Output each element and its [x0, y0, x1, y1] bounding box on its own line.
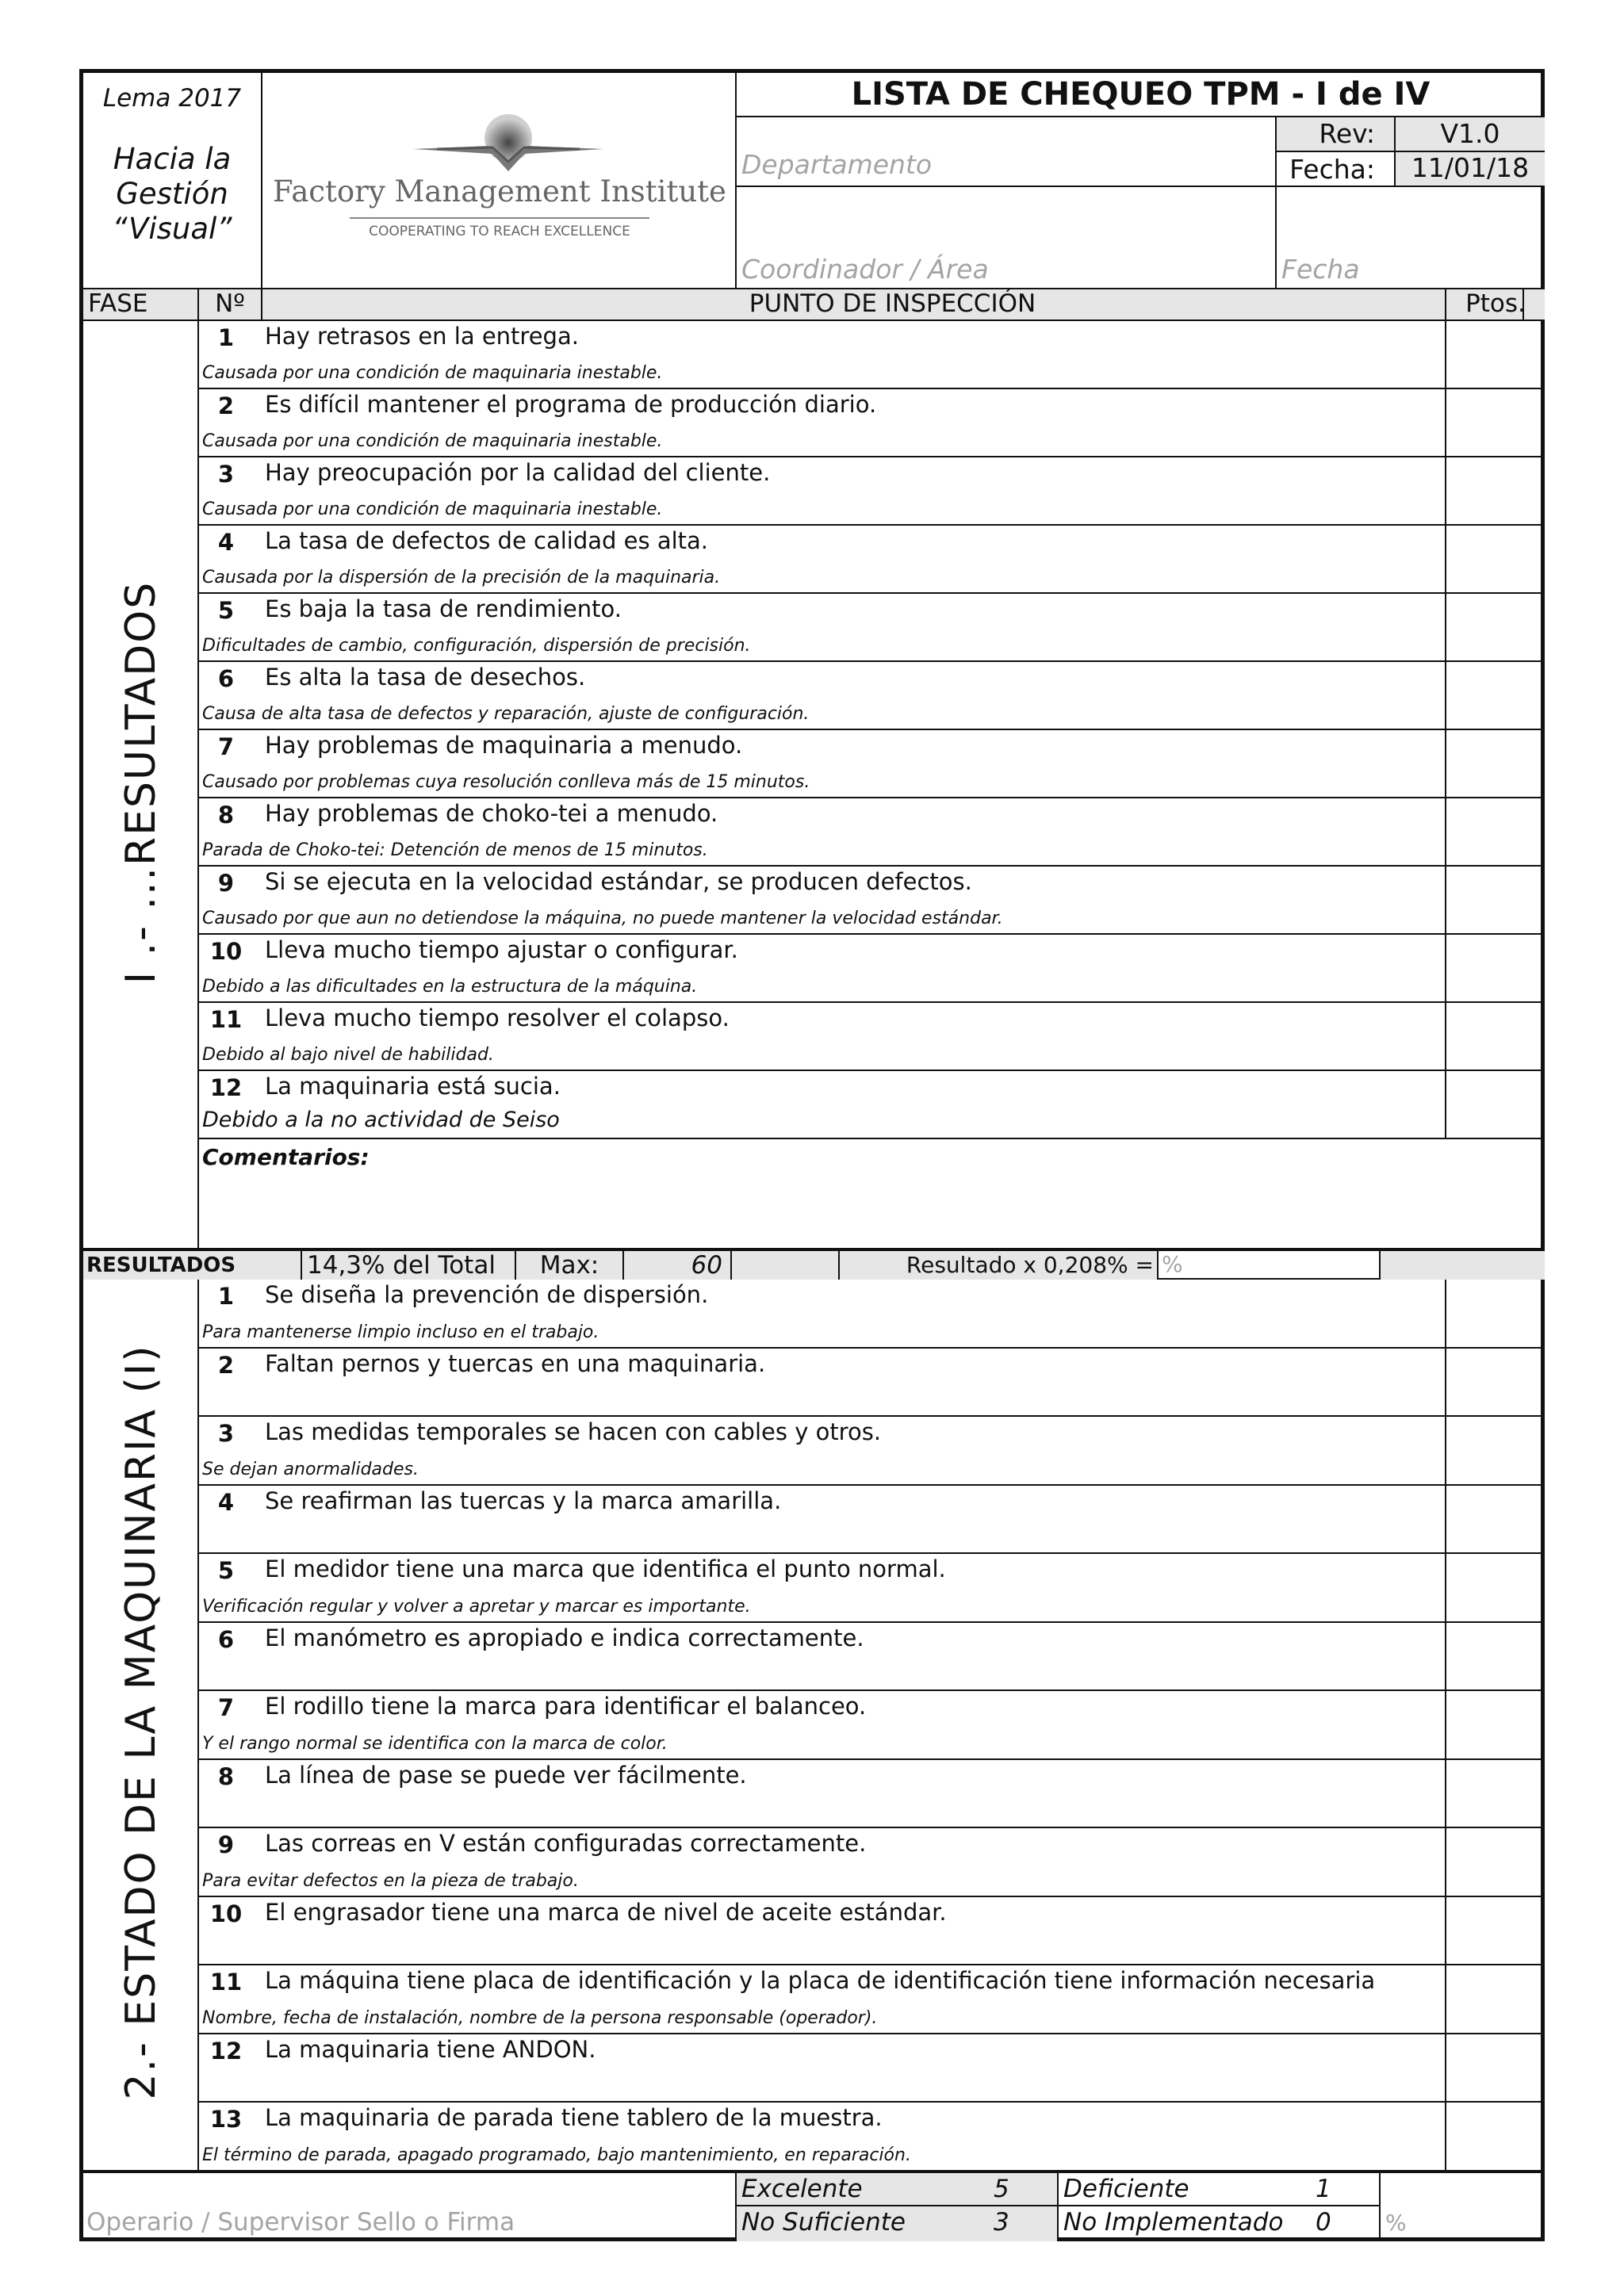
points-cell[interactable] [1445, 1003, 1545, 1070]
item-text: Las medidas temporales se hacen con cables y otros. [265, 1418, 882, 1445]
resultados-max-value: 60 [624, 1251, 732, 1280]
score-excelente [737, 2173, 1059, 2206]
points-cell[interactable] [1445, 1486, 1545, 1553]
item-text: Lleva mucho tiempo ajustar o configurar. [265, 936, 738, 963]
fecha-value-cell[interactable] [1396, 152, 1545, 187]
item-subtext: Se dejan anormalidades. [202, 1459, 419, 1479]
item-number: 4 [217, 1488, 235, 1516]
points-cell[interactable] [1445, 1760, 1545, 1827]
item-number: 3 [217, 1420, 235, 1447]
section1-label: I .- ...RESULTADOS [117, 580, 165, 985]
points-cell[interactable] [1445, 935, 1545, 1001]
item-subtext: Causado por que aun no detiendose la máquina, no puede mantener la velocidad estándar. [202, 909, 1003, 928]
section2-label: 2.- ESTADO DE LA MAQUINARIA (I) [117, 1344, 165, 2100]
points-cell[interactable] [1445, 2103, 1545, 2170]
item-text: El engrasador tiene una marca de nivel de aceite estándar. [265, 1898, 947, 1926]
rev-label: Rev: [1319, 118, 1375, 149]
table-row [199, 1965, 1545, 2034]
item-text: Es difícil mantener el programa de producción diario. [265, 391, 877, 418]
logo-name: Factory Management Institute [273, 174, 726, 209]
points-cell[interactable] [1445, 1897, 1545, 1965]
item-number: 11 [209, 1006, 243, 1033]
section1-fase-cell [83, 321, 199, 1248]
item-text: La maquinaria de parada tiene tablero de la muestra. [265, 2104, 883, 2131]
logo-divider [350, 217, 649, 219]
item-number: 5 [217, 597, 235, 624]
item-text: Es baja la tasa de rendimiento. [265, 595, 622, 622]
points-cell[interactable] [1445, 389, 1545, 456]
table-row [199, 1691, 1545, 1760]
item-subtext: Para mantenerse limpio incluso en el trabajo. [202, 1322, 599, 1342]
item-text: La maquinaria tiene ANDON. [265, 2035, 596, 2063]
item-subtext: Causada por una condición de maquinaria inestable. [202, 431, 663, 451]
departamento-field[interactable] [737, 117, 1277, 187]
firma-placeholder: Operario / Supervisor Sello o Firma [86, 2208, 515, 2237]
table-row [199, 1486, 1545, 1555]
item-subtext: Causada por una condición de maquinaria inestable. [202, 363, 663, 383]
table-row [199, 730, 1545, 798]
score-excelente-value: 5 [994, 2175, 1009, 2203]
score-no-implementado-value: 0 [1316, 2208, 1331, 2237]
score-no-implementado [1059, 2206, 1381, 2241]
item-text: Lleva mucho tiempo resolver el colapso. [265, 1004, 730, 1031]
table-row [199, 867, 1545, 935]
score-deficiente-value: 1 [1316, 2175, 1331, 2203]
table-row [199, 594, 1545, 662]
item-text: Las correas en V están configuradas correctamente. [265, 1830, 867, 1857]
footer-row [83, 2170, 1545, 2241]
item-number: 7 [217, 733, 235, 760]
title-box [737, 73, 1545, 117]
table-row [199, 1828, 1545, 1897]
item-text: Hay retrasos en la entrega. [265, 323, 579, 350]
column-header-row [83, 289, 1545, 321]
item-number: 2 [217, 1351, 235, 1379]
col-punto: PUNTO DE INSPECCIÓN [262, 289, 1524, 320]
item-number: 9 [217, 1831, 235, 1858]
rev-value-cell[interactable] [1396, 117, 1545, 152]
table-row [199, 662, 1545, 730]
section2-items [199, 1280, 1545, 2172]
item-number: 2 [217, 392, 235, 419]
item-number: 3 [217, 461, 235, 488]
table-row [199, 1071, 1545, 1139]
points-cell[interactable] [1445, 1280, 1545, 1347]
item-number: 11 [209, 1969, 243, 1996]
table-row [199, 389, 1545, 457]
item-number: 13 [209, 2106, 243, 2133]
resultados-max-label: Max: [516, 1251, 624, 1280]
table-row [199, 526, 1545, 594]
table-row [199, 1623, 1545, 1692]
section1-items [199, 321, 1545, 1248]
col-fase: FASE [83, 289, 199, 320]
section2-fase-cell [83, 1280, 199, 2172]
page-title: LISTA DE CHEQUEO TPM - I de IV [851, 76, 1431, 113]
item-number: 8 [217, 1762, 235, 1790]
departamento-placeholder: Departamento [741, 149, 933, 180]
footer-pct-symbol: % [1385, 2210, 1407, 2236]
firma-field[interactable] [83, 2173, 737, 2241]
fecha-label-cell [1277, 152, 1396, 187]
comentarios-label: Comentarios: [202, 1144, 370, 1170]
resultados-row [83, 1248, 1545, 1280]
item-subtext: Y el rango normal se identifica con la marca de color. [202, 1733, 668, 1754]
table-row [199, 1554, 1545, 1623]
motto-line-1: Hacia la [113, 142, 232, 177]
table-row [199, 1897, 1545, 1966]
checklist-sheet [79, 69, 1545, 2241]
table-row [199, 1280, 1545, 1349]
item-text: Se reafirman las tuercas y la marca amarilla. [265, 1487, 782, 1514]
item-text: Se diseña la prevención de dispersión. [265, 1281, 709, 1308]
item-number: 5 [217, 1557, 235, 1584]
item-subtext: El término de parada, apagado programado, bajo mantenimiento, en reparación. [202, 2145, 911, 2165]
item-number: 7 [217, 1694, 235, 1721]
points-cell[interactable] [1445, 1071, 1545, 1138]
points-cell[interactable] [1445, 1554, 1545, 1621]
points-cell[interactable] [1445, 867, 1545, 933]
lema-text: Lema 2017 [102, 84, 242, 113]
logo-box [262, 73, 737, 289]
item-subtext: Causada por una condición de maquinaria inestable. [202, 499, 663, 519]
table-row [199, 1349, 1545, 1418]
item-subtext: Para evitar defectos en la pieza de trabajo. [202, 1870, 579, 1891]
resultados-label: RESULTADOS [83, 1251, 302, 1280]
item-number: 12 [209, 2037, 243, 2064]
score-no-suficiente [737, 2206, 1059, 2241]
score-deficiente [1059, 2173, 1381, 2206]
item-text: Es alta la tasa de desechos. [265, 664, 586, 691]
comentarios-field[interactable] [199, 1139, 1545, 1248]
rev-value: V1.0 [1440, 118, 1500, 149]
resultados-blank-cell [732, 1251, 840, 1280]
item-subtext: Debido a las dificultades en la estructura de la máquina. [202, 977, 698, 997]
item-number: 1 [217, 1283, 235, 1310]
item-text: La línea de pase se puede ver fácilmente. [265, 1761, 747, 1789]
item-number: 10 [209, 1900, 243, 1927]
item-number: 8 [217, 802, 235, 828]
score-no-implementado-label: No Implementado [1063, 2208, 1284, 2237]
resultados-value-cell[interactable]: % [1159, 1251, 1381, 1280]
item-text: Hay problemas de choko-tei a menudo. [265, 800, 718, 827]
item-number: 4 [217, 529, 235, 556]
resultados-end-cell [1381, 1251, 1545, 1280]
table-row [199, 1417, 1545, 1486]
points-cell[interactable] [1445, 594, 1545, 660]
item-subtext: Causa de alta tasa de defectos y reparación, ajuste de configuración. [202, 704, 810, 724]
item-number: 12 [209, 1074, 243, 1101]
score-deficiente-label: Deficiente [1063, 2175, 1189, 2203]
item-text: El rodillo tiene la marca para identificar el balanceo. [265, 1693, 867, 1720]
item-number: 9 [217, 870, 235, 897]
fecha-value: 11/01/18 [1411, 152, 1530, 183]
points-cell[interactable] [1445, 1691, 1545, 1758]
item-subtext: Verificación regular y volver a apretar y marcar es importante. [202, 1596, 751, 1617]
fecha-label: Fecha: [1289, 154, 1375, 185]
item-subtext: Dificultades de cambio, configuración, dispersión de precisión. [202, 636, 751, 656]
points-cell[interactable] [1445, 1828, 1545, 1896]
item-text: Hay problemas de maquinaria a menudo. [265, 732, 743, 759]
motto-line-2: Gestión [116, 177, 228, 212]
points-cell[interactable] [1445, 730, 1545, 797]
item-text: La tasa de defectos de calidad es alta. [265, 527, 709, 554]
points-cell[interactable] [1445, 321, 1545, 388]
item-number: 6 [217, 1625, 235, 1653]
points-cell[interactable] [1445, 1623, 1545, 1690]
score-excelente-label: Excelente [741, 2175, 863, 2203]
item-number: 10 [209, 938, 243, 965]
col-numero: Nº [199, 289, 262, 320]
col-ptos: Ptos. [1445, 289, 1545, 320]
points-cell[interactable] [1445, 1965, 1545, 2033]
points-cell[interactable] [1445, 1417, 1545, 1484]
fecha-field[interactable] [1277, 187, 1545, 289]
item-subtext: Debido a la no actividad de Seiso [202, 1108, 560, 1132]
table-row [199, 321, 1545, 389]
item-subtext: Debido al bajo nivel de habilidad. [202, 1045, 494, 1065]
points-cell[interactable] [1445, 2034, 1545, 2102]
table-row [199, 1760, 1545, 1829]
item-subtext: Causada por la dispersión de la precisión de la maquinaria. [202, 568, 721, 587]
lema-box [83, 73, 262, 289]
item-text: El medidor tiene una marca que identifica el punto normal. [265, 1556, 946, 1582]
points-cell[interactable] [1445, 798, 1545, 865]
item-text: La maquinaria está sucia. [265, 1073, 561, 1100]
points-cell[interactable] [1445, 457, 1545, 524]
item-subtext: Causado por problemas cuya resolución conlleva más de 15 minutos. [202, 772, 810, 792]
item-text: Si se ejecuta en la velocidad estándar, se producen defectos. [265, 868, 972, 895]
resultados-formula-label: Resultado x 0,208% = [840, 1251, 1159, 1280]
points-cell[interactable] [1445, 526, 1545, 592]
table-row [199, 2034, 1545, 2103]
table-row [199, 1003, 1545, 1071]
rev-label-cell [1277, 117, 1396, 152]
footer-total-cell[interactable] [1381, 2173, 1545, 2241]
table-row [199, 935, 1545, 1003]
score-no-suficiente-label: No Suficiente [741, 2208, 906, 2237]
table-row [199, 457, 1545, 526]
item-subtext: Nombre, fecha de instalación, nombre de la persona responsable (operador). [202, 2007, 878, 2028]
item-text: Hay preocupación por la calidad del cliente. [265, 459, 771, 486]
item-number: 6 [217, 665, 235, 692]
points-cell[interactable] [1445, 662, 1545, 729]
fecha-placeholder: Fecha [1281, 254, 1360, 285]
item-text: El manómetro es apropiado e indica correctamente. [265, 1624, 864, 1651]
table-row [199, 2103, 1545, 2172]
coordinador-field[interactable] [737, 187, 1277, 289]
resultados-pct-total: 14,3% del Total [302, 1251, 516, 1280]
item-subtext: Parada de Choko-tei: Detención de menos de 15 minutos. [202, 840, 708, 860]
logo-tagline: COOPERATING TO REACH EXCELLENCE [369, 224, 630, 239]
motto-line-3: “Visual” [112, 212, 232, 247]
table-row [199, 798, 1545, 867]
coordinador-placeholder: Coordinador / Área [741, 254, 989, 285]
item-text: Faltan pernos y tuercas en una maquinaria. [265, 1349, 766, 1377]
score-no-suficiente-value: 3 [994, 2208, 1009, 2237]
points-cell[interactable] [1445, 1349, 1545, 1416]
item-number: 1 [217, 324, 235, 351]
item-text: La máquina tiene placa de identificación y la placa de identificación tiene información necesaria [265, 1967, 1376, 1994]
